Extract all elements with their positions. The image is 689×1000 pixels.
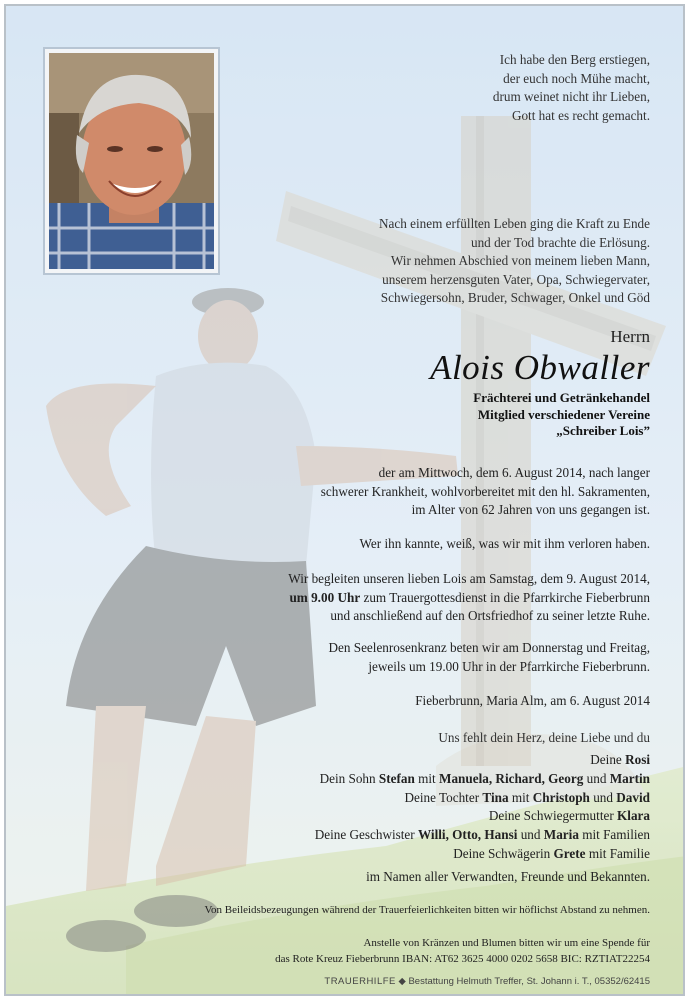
- salutation: Herrn: [610, 327, 650, 346]
- funeral-home-logo: TRAUERHILFE: [324, 976, 396, 987]
- condolence-notice: Von Beileidsbezeugungen während der Trauerfeierlichkeiten bitten wir höflichst Abstand zu nehmen.: [204, 904, 650, 916]
- intro-line: Schwiegersohn, Bruder, Schwager, Onkel und Göd: [380, 290, 650, 305]
- death-notice-line: schwerer Krankheit, wohlvorbereitet mit den hl. Sakramenten,: [320, 483, 650, 499]
- funeral-time: um 9.00 Uhr: [289, 589, 361, 605]
- death-notice: [260, 464, 650, 520]
- role-line: „Schreiber Lois”: [556, 423, 650, 438]
- place-date: Fieberbrunn, Maria Alm, am 6. August 2014: [415, 693, 650, 708]
- intro-line: Nach einem erfüllten Leben ging die Kraft zu Ende: [379, 216, 650, 231]
- separator-icon: ◆: [398, 976, 409, 987]
- intro-line: unserem herzensguten Vater, Opa, Schwiegervater,: [382, 271, 650, 287]
- verse-line: der euch noch Mühe macht,: [503, 70, 650, 86]
- intro-line: Wir nehmen Abschied von meinem lieben Mann,: [390, 253, 650, 268]
- heart-line: Uns fehlt dein Herz, deine Liebe und du: [438, 730, 650, 745]
- deceased-name: Alois Obwaller: [430, 348, 650, 387]
- closing-line: im Namen aller Verwandten, Freunde und Bekannten.: [366, 869, 650, 884]
- rosary-line: jeweils um 19.00 Uhr in der Pfarrkirche Fieberbrunn.: [368, 658, 650, 674]
- memory-line: Wer ihn kannte, weiß, was wir mit ihm verloren haben.: [359, 536, 650, 551]
- footer: [324, 976, 650, 987]
- family-line: Deine Rosi: [590, 752, 650, 767]
- verse: [350, 51, 650, 125]
- funeral-line-rest: zum Trauergottesdienst in die Pfarrkirche Fieberbrunn: [360, 589, 650, 605]
- family-list: [180, 751, 650, 864]
- obituary-card: [4, 4, 685, 996]
- verse-line: Ich habe den Berg erstiegen,: [499, 52, 650, 67]
- portrait-photo: [43, 47, 220, 275]
- donation-line: das Rote Kreuz Fieberbrunn IBAN: AT62 3625 4000 0202 5658 BIC: RZTIAT22254: [275, 952, 650, 965]
- portrait-image: [49, 53, 214, 269]
- verse-line: Gott hat es recht gemacht.: [511, 107, 650, 123]
- rosary-info: [230, 639, 650, 676]
- role-line: Frächterei und Getränkehandel: [473, 390, 650, 405]
- death-notice-line: im Alter von 62 Jahren von uns gegangen ist.: [411, 502, 650, 517]
- rosary-line: Den Seelenrosenkranz beten wir am Donnerstag und Freitag,: [328, 640, 650, 655]
- role-line: Mitglied verschiedener Vereine: [477, 406, 650, 422]
- roles: [290, 390, 650, 440]
- death-notice-line: der am Mittwoch, dem 6. August 2014, nach langer: [378, 465, 650, 480]
- family-line: Deine Schwägerin Grete mit Familie: [453, 845, 650, 861]
- verse-line: drum weinet nicht ihr Lieben,: [492, 89, 650, 104]
- donation-line: Anstelle von Kränzen und Blumen bitten wir um eine Spende für: [363, 937, 650, 949]
- family-line: Deine Schwiegermutter Klara: [488, 808, 650, 824]
- donation-info: [50, 936, 650, 967]
- funeral-home-text: Bestattung Helmuth Treffer, St. Johann i. T., 05352/62415: [408, 976, 650, 987]
- family-line: Deine Geschwister Willi, Otto, Hansi und Maria mit Familien: [314, 827, 650, 843]
- funeral-line: Wir begleiten unseren lieben Lois am Samstag, dem 9. August 2014,: [288, 571, 650, 586]
- funeral-line: und anschließend auf den Ortsfriedhof zu seiner letzte Ruhe.: [330, 608, 650, 623]
- funeral-info: [210, 570, 650, 626]
- family-line: Dein Sohn Stefan mit Manuela, Richard, Georg und Martin: [319, 770, 650, 786]
- intro-text: [230, 215, 650, 308]
- intro-line: und der Tod brachte die Erlösung.: [470, 234, 650, 250]
- funeral-line: [210, 589, 650, 608]
- family-line: Deine Tochter Tina mit Christoph und David: [404, 789, 650, 805]
